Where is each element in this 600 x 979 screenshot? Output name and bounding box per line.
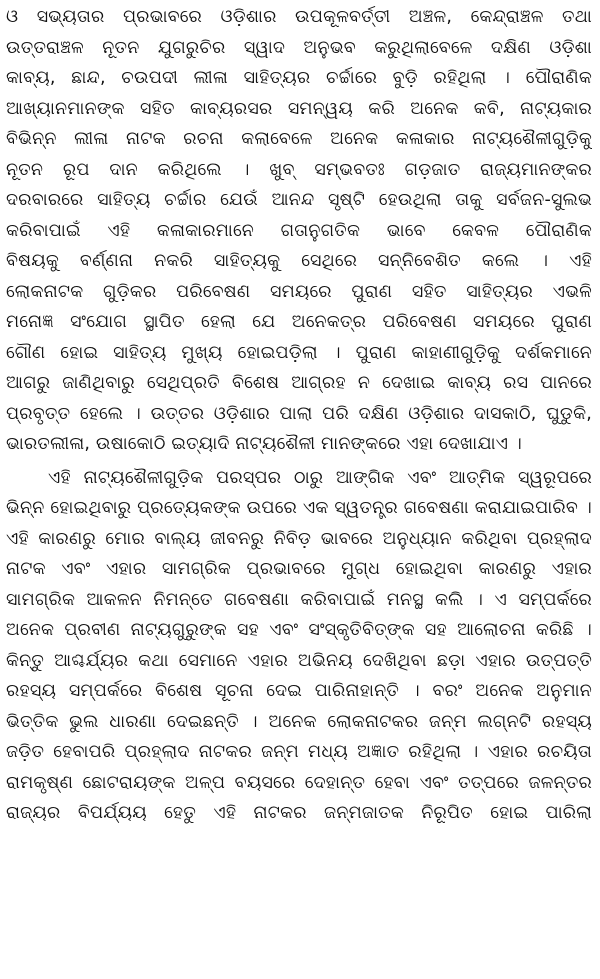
text-line: ରହସ୍ୟ ସମ୍ପର୍କରେ ବିଶେଷ ସୂଚନା ଦେଇ ପାରିନାହାନ୍ତି । ବରଂ ଅନେକ ଅନୁମାନ (6, 681, 592, 701)
text-line: ପ୍ରବୃତ୍ତ ହେଲେ । ଉତ୍ତର ଓଡ଼ିଶାର ପାଲା ପରି ଦକ୍ଷିଣ ଓଡ଼ିଶାର ଦାସକାଠି, ଘୁଡୁକି, (6, 403, 592, 424)
text-line: କାବ୍ୟ, ଛାନ୍ଦ, ଚଉପଦୀ ଲୀଳା ସାହିତ୍ୟର ଚର୍ଚ୍ଚାରେ ବୁଡ଼ି ରହିଥିଲା । ପୌରାଣିକ (6, 68, 592, 88)
text-line: ବିଷୟକୁ ବର୍ଣ୍ଣନା ନକରି ସାହିତ୍ୟକୁ ସେଥିରେ ସନ୍ନିବେଶିତ କଲେ । ଏହି (6, 251, 592, 271)
text-line: ଭିନ୍ନ ହୋଇଥିବାରୁ ପ୍ରତ୍ୟେକଙ୍କ ଉପରେ ଏକ ସ୍ୱତନ୍ତ୍ର ଗବେଷଣା କରାଯାଇପାରିବ । (6, 498, 592, 518)
text-line: ଭିତ୍ତିକ ଭୁଲ ଧାରଣା ଦେଇଛନ୍ତି । ଅନେକ ଲୋକନାଟକର ଜନ୍ମ ଲଗ୍ନଟି ରହସ୍ୟ (6, 711, 592, 732)
text-line: ଆଗରୁ ଜାଣିଥିବାରୁ ସେଥିପ୍ରତି ବିଶେଷ ଆଗ୍ରହ ନ ଦେଖାଇ କାବ୍ୟ ରସ ପାନରେ (6, 373, 592, 393)
text-line: ଓ ସଭ୍ୟତାର ପ୍ରଭାବରେ ଓଡ଼ିଶାର ଉପକୂଳବର୍ତ୍ତୀ ଅଞ୍ଚଳ, କେନ୍ଦ୍ରାଞ୍ଚଳ ତଥା (6, 7, 592, 27)
text-line: ଲୋକନାଟକ ଗୁଡ଼ିକର ପରିବେଷଣ ସମୟରେ ପୁରାଣ ସହିତ ସାହିତ୍ୟର ଏଭଳି (6, 281, 592, 302)
text-line: ରାମକୃଷ୍ଣ ଛୋଟରାୟଙ୍କ ଅଳ୍ପ ବୟସରେ ଦେହାନ୍ତ ହେବା ଏବଂ ତତ୍ପରେ ଜଳନ୍ତର (6, 772, 592, 793)
text-line: କରିବାପାଇଁ ଏହି କଳାକାରମାନେ ଗତାନୁଗତିକ ଭାବେ କେବଳ ପୌରାଣିକ (6, 220, 592, 241)
text-line: ଅନେକ ପ୍ରବୀଣ ନାଟ୍ୟଗୁରୁଙ୍କ ସହ ଏବଂ ସଂସ୍କୃତିବିତ୍‌ଙ୍କ ସହ ଆଲୋଚନା କରିଛି । (6, 620, 592, 640)
text-line: ମନୋଜ୍ଞ ସଂଯୋଗ ସ୍ଥାପିତ ହେଲା ଯେ ଅନେକତ୍ର ପରିବେଷଣ ସମୟରେ ପୁରାଣ (6, 312, 592, 332)
paragraph-2 (6, 463, 592, 829)
text-line: ଭାରତଲୀଳା, ଉଷାକୋଠି ଇତ୍ୟାଦି ନାଟ୍ୟଶୈଳୀ ମାନଙ୍କରେ ଏହା ଦେଖାଯାଏ । (6, 434, 523, 454)
text-line: ଜଡ଼ିତ ହେବାପରି ପ୍ରହ୍ଲାଦ ନାଟକର ଜନ୍ମ ମଧ୍ୟ ଅଜ୍ଞାତ ରହିଥିଲା । ଏହାର ରଚୟିତା (6, 742, 592, 762)
text-line: ଏହି କାରଣରୁ ମୋର ବାଲ୍ୟ ଜୀବନରୁ ନିବିଡ଼ ଭାବରେ ଅନୁଧ୍ୟାନ କରିଥିବା ପ୍ରହ୍ଲାଦ (6, 528, 592, 549)
text-line: କିନ୍ତୁ ଆଶ୍ଚର୍ଯ୍ୟର କଥା ସେମାନେ ଏହାର ଅଭିନୟ ଦେଖିଥିବା ଛଡ଼ା ଏହାର ଉତ୍ପତ୍ତି (6, 650, 592, 671)
text-line: ଉତ୍ତରାଞ୍ଚଳ ନୂତନ ଯୁଗରୁଚିର ସ୍ୱାଦ ଅନୁଭବ କରୁଥିଲାବେଳେ ଦକ୍ଷିଣ ଓଡ଼ିଶା (6, 37, 592, 58)
paragraph-1 (6, 2, 592, 460)
text-line: ସାମଗ୍ରିକ ଆକଳନ ନିମନ୍ତେ ଗବେଷଣା କରିବାପାଇଁ ମନସ୍ଥ କଲି । ଏ ସମ୍ପର୍କରେ (6, 589, 592, 610)
text-line: ରାଜ୍ୟର ବିପର୍ଯ୍ୟୟ ହେତୁ ଏହି ନାଟକର ଜନ୍ମଜାତକ ନିରୂପିତ ହୋଇ ପାରିଲା (6, 803, 592, 823)
text-line: ଆଖ୍ୟାନମାନଙ୍କ ସହିତ କାବ୍ୟରସର ସମନ୍ୱୟ କରି ଅନେକ କବି, ନାଟ୍ୟକାର (6, 98, 592, 119)
text-line: ଦରବାରରେ ସାହିତ୍ୟ ଚର୍ଚ୍ଚାର ଯେଉଁ ଆନନ୍ଦ ସୃଷ୍ଟି ହେଉଥିଲା ତାକୁ ସର୍ବଜନ-ସୁଲଭ (6, 190, 592, 210)
text-line: ନୂତନ ରୂପ ଦାନ କରିଥିଲେ । ଖୁବ୍ ସମ୍ଭବତଃ ଗଡ଼ଜାତ ରାଜ୍ୟମାନଙ୍କର (6, 159, 592, 180)
text-line: ଗୌଣ ହୋଇ ସାହିତ୍ୟ ମୁଖ୍ୟ ହୋଇପଡ଼ିଲା । ପୁରାଣ କାହାଣୀଗୁଡ଼ିକୁ ଦର୍ଶକମାନେ (6, 342, 592, 363)
text-line: ନାଟକ ଏବଂ ଏହାର ସାମଗ୍ରିକ ପ୍ରଭାବରେ ମୁଗ୍ଧ ହୋଇଥିବା କାରଣରୁ ଏହାର (6, 559, 592, 579)
text-line: ବିଭିନ୍ନ ଲୀଳା ନାଟକ ରଚନା କଲାବେଳେ ଅନେକ କଳାକାର ନାଟ୍ୟଶୈଳୀଗୁଡ଼ିକୁ (6, 129, 592, 149)
text-line: ଏହି ନାଟ୍ୟଶୈଳୀଗୁଡ଼ିକ ପରସ୍ପର ଠାରୁ ଆଙ୍ଗିକ ଏବଂ ଆତ୍ମିକ ସ୍ୱରୂପରେ (48, 467, 592, 488)
